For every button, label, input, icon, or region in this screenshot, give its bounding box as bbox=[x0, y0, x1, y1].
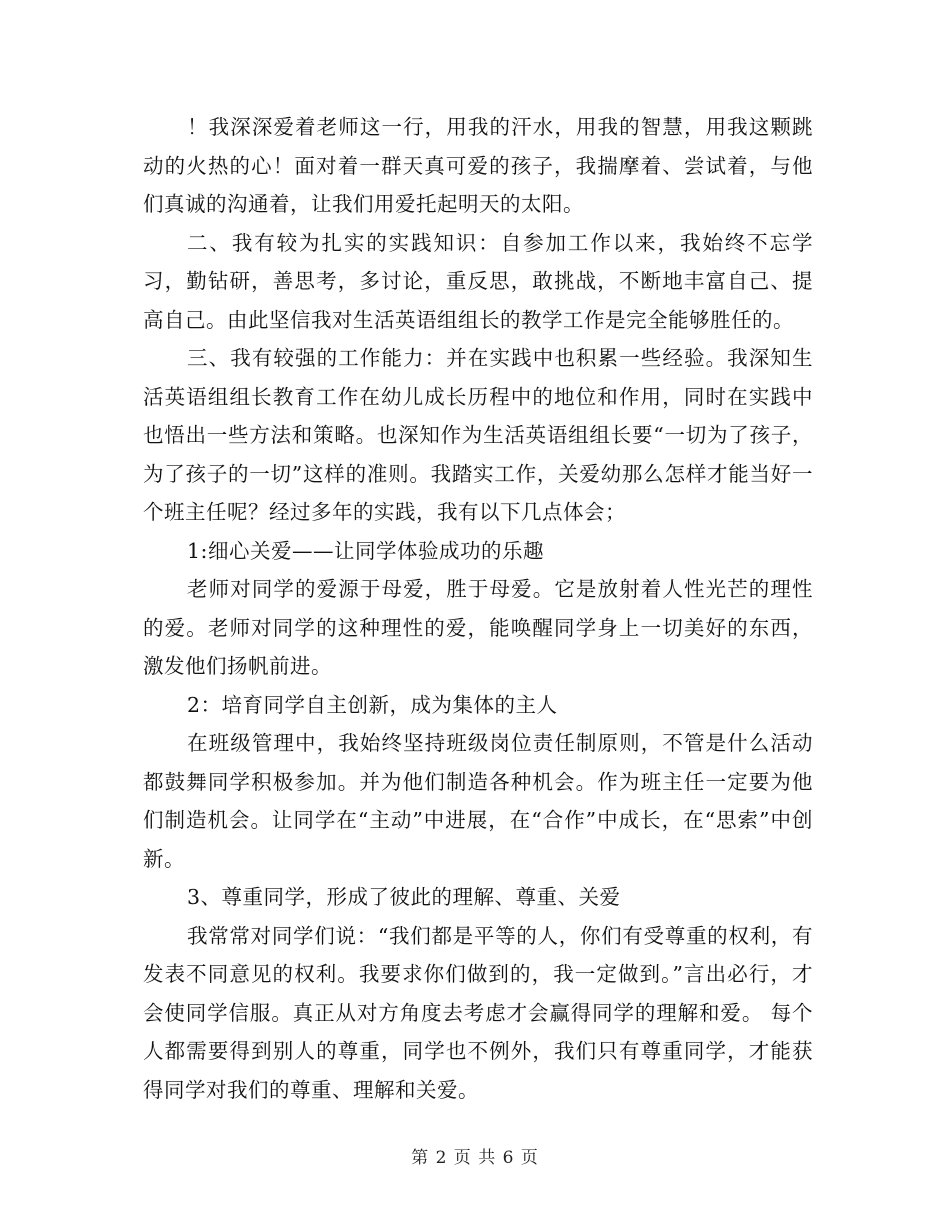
page-number-footer: 第 2 页 共 6 页 bbox=[411, 1148, 539, 1168]
section-heading-3: 3、尊重同学，形成了彼此的理解、尊重、关爱 bbox=[187, 885, 621, 909]
paragraph-6: 我常常对同学们说：“我们都是平等的人，你们有受尊重的权利，有发表不同意见的权利。我要求你们做到的，我一定做到。”言出必行，才会使同学信服。真正从对方角度去考虑才会赢得同学的理解和爱。 每个人都需要得到别人的尊重，同学也不例外，我们只有尊重同学，才能获得同学对我们的尊重、理解和关爱。 bbox=[143, 923, 813, 1102]
paragraph-3: 三、我有较强的工作能力：并在实践中也积累一些经验。我深知生活英语组组长教育工作在幼儿成长历程中的地位和作用，同时在实践中也悟出一些方法和策略。也深知作为生活英语组组长要“一切为了孩子，为了孩子的一切”这样的准则。我踏实工作，关爱幼那么怎样才能当好一个班主任呢？经过多年的实践，我有以下几点体会； bbox=[143, 346, 813, 524]
section-heading-1: 1:细心关爱——让同学体验成功的乐趣 bbox=[187, 538, 544, 563]
paragraph-4: 老师对同学的爱源于母爱，胜于母爱。它是放射着人性光芒的理性的爱。老师对同学的这种理性的爱，能唤醒同学身上一切美好的东西，激发他们扬帆前进。 bbox=[143, 577, 813, 678]
paragraph-5: 在班级管理中，我始终坚持班级岗位责任制原则，不管是什么活动都鼓舞同学积极参加。并为他们制造各种机会。作为班主任一定要为他们制造机会。让同学在“主动”中进展，在“合作”中成长，在“思索”中创新。 bbox=[143, 731, 813, 871]
section-heading-2: 2：培育同学自主创新，成为集体的主人 bbox=[187, 692, 558, 717]
document-body bbox=[143, 108, 813, 1109]
paragraph-1: ！我深深爱着老师这一行，用我的汗水，用我的智慧，用我这颗跳动的火热的心！面对着一群天真可爱的孩子，我揣摩着、尝试着，与他们真诚的沟通着，让我们用爱托起明天的太阳。 bbox=[143, 115, 813, 216]
paragraph-2: 二、我有较为扎实的实践知识：自参加工作以来，我始终不忘学习，勤钻研，善思考，多讨论，重反思，敢挑战，不断地丰富自己、提高自己。由此坚信我对生活英语组组长的教学工作是完全能够胜任的。 bbox=[143, 230, 813, 332]
